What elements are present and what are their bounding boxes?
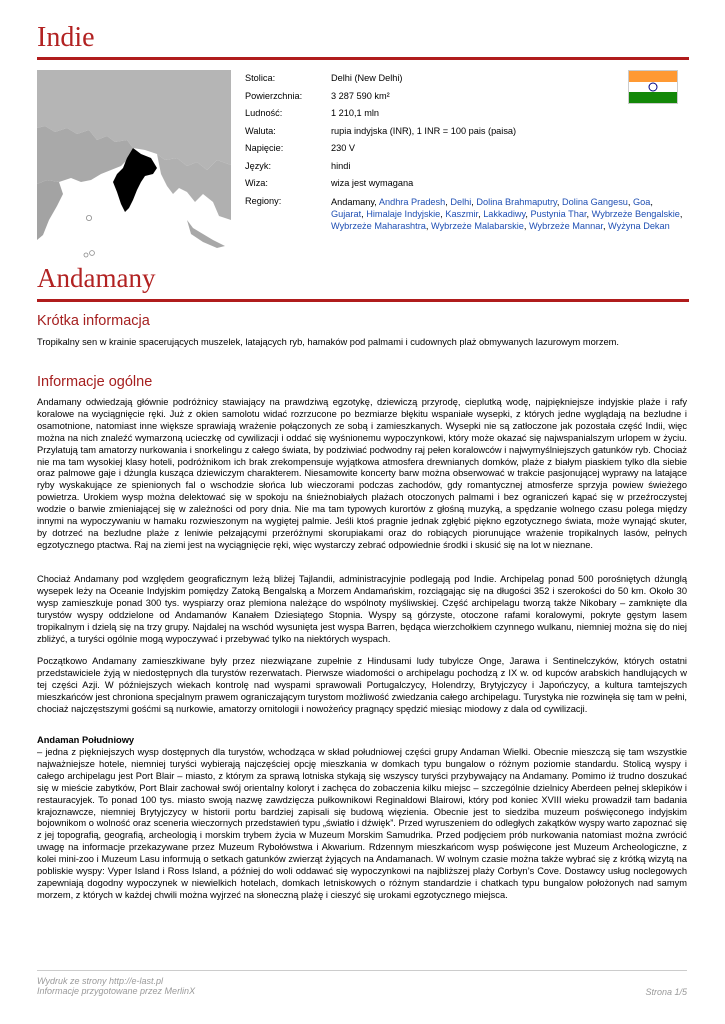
general-paragraph-2: Chociaż Andamany pod względem geograficznym leżą bliżej Tajlandii, administracyjnie podlegają pod Indie. Archipelag ponad 500 porośniętych dżunglą wysepek leży na Oceanie Indyjskim pomiędzy Zatoką Bengalską a Morzem Andamańskim, rozciągając się na długości 352 i szerokości do 50 km. Około 30 wysp zamieszkuje ponad 300 tys. wyspiarzy oraz plemiona należące do wspólnoty myśliwskiej. Część archipelagu tworzą także Nikobary – zamknięte dla turystów wyspy oddzielone od Andamanów Kanałem Dziesiątego Stopnia. Wyspy są górzyste, otoczone rafami koralowymi, pokryte gęstym lasem tropikalnym i dzielą się na trzy grupy. Najdalej na wschód wysunięta jest wyspa Barren, będąca wierzchołkiem czynnego wulkanu, niemniej można się do niej zbliżyć, a turyści ogólnie mogą wypoczywać i przebywać tylko na niektórych wyspach.	[37, 574, 687, 644]
country-title: Indie	[37, 22, 95, 53]
region-link[interactable]: Pustynia Thar	[530, 208, 587, 219]
general-paragraph-1: Andamany odwiedzają głównie podróżnicy stawiający na prawdziwą egzotykę, dziewiczą przyrodę, cieplutką wodę, najpiękniejsze indyjskie plaże i rafy koralowe na wyciągnięcie ręki. Już z okien samolotu widać rozrzucone po bezmiarze błękitu wspaniałe wysepki, z których jedne wyglądają na bezludne i osamotnione, natomiast inne większe sprawiają wrażenie połączonych ze sobą i zamieszkanych. Wysepki nie są zatłoczone jak pozostała część Indii, więc można na nich znaleźć wymarzoną ucieczkę od cywilizacji i oddać się wyśnionemu wypoczynkowi, który może okazać się najwspanialszym urlopem w życiu. Przylatują tam amatorzy nurkowania i snorkelingu z całego świata, by podziwiać podwodny raj pełen koralowców i najwymyślniejszych gatunków ryb. Chociaż nie ma tam wysokiej klasy hoteli, podróżnikom ich brak zrekompensuje wyjątkowa atmosfera drewnianych domków, plaże z białym piaskiem tylko dla siebie oraz palmowe gaje i dżungla kusząca dziewiczym charakterem. Niesamowite koncerty barw można obserwować w trakcie pasjonującej wyprawy na latające ryby wyskakujące ze spienionych fal o wschodzie słońca lub wieczorami podczas zachodów, gdy romantycznej atmosferze sprzyja powiew świeżego powietrza. Urokiem wysp można delektować się w spokoju na śnieżnobiałych plażach otoczonych palmami i bez ograniczeń kąpać się w przeźroczystej wodzie o barwie zmieniającej się w zależności od pory dnia. Nie ma tam typowych kurortów z głośną muzyką, a spędzanie wolnego czasu polega między innymi na wypoczywaniu w hamaku rozwieszonym na wygiętej palmie. Jeśli ktoś pragnie jednak zgłębić piękno egzotycznego świata, może wynająć skuter, by dotrzeć na bezludne plaże z leniwie pełzającymi przeróżnymi skorupiakami oraz do robiących piorunujące wrażenie tropikalnych lasów, pełnych egzotycznego ptactwa. Raj na ziemi jest na wyciągnięcie ręki, więc wystarczy zebrać odpowiednie środki i skusić się na lot w nieznane.	[37, 397, 687, 550]
general-info-heading: Informacje ogólne	[37, 374, 153, 390]
india-flag-icon	[628, 70, 678, 104]
fact-row-area: Powierzchnia: 3 287 590 km²	[245, 90, 390, 101]
destination-divider	[37, 299, 689, 302]
region-link[interactable]: Gujarat	[331, 208, 362, 219]
region-link[interactable]: Wybrzeże Mannar	[528, 220, 603, 231]
location-map	[37, 70, 231, 260]
fact-row-regions: Regiony: Andamany, Andhra Pradesh, Delhi, Dolina Brahmaputry, Dolina Gangesu, Goa, Gujarat, Himalaje Indyjskie, Kaszmir, Lakkadiwy, Pustynia Thar, Wybrzeże Bengalskie, Wybrzeże Maharashtra, Wybrzeże Malabarskie, Wybrzeże Mannar, Wyżyna Dekan	[245, 193, 685, 232]
region-link[interactable]: Kaszmir	[445, 208, 479, 219]
general-paragraph-4: – jedna z piękniejszych wysp dostępnych dla turystów, wchodząca w skład południowej części grupy Andaman Wielki. Obecnie mieszczą się tam wszystkie najważniejsze hotele, niemniej turyści wybierają najczęściej opcję mieszkania w domkach typu bungalow o różnym poziomie standardu. Stolicą wyspy i całego archipelagu jest Port Blair – miasto, z którym za sprawą lotniska stykają się wszyscy turyści przybywający na Andamany. Pomimo iż trudno doszukać się w mieście zabytków, Port Blair zachował swój orientalny koloryt i zachęca do zobaczenia kilku miejsc – szczególnie dzielnicy Aberdeen pełnej sklepików i restauracyjek. To ponad 100 tys. miasto swoją nazwę zawdzięcza pułkownikowi Reginaldowi Blairowi, który pod koniec XVIII wieku prowadził tam badania krajoznawcze, niemniej Brytyjczycy w historii portu bardziej zapisali się budową więzienia. Obecnie jest to siedziba muzeum poświęconego indyjskim bojownikom o wolność oraz sceneria wieczornych przedstawień typu „światło i dźwięk”. Przed wyruszeniem do odległych zakątków wyspy warto zapoznać się z jej topografią, geografią, archeologią i morskim trybem życia w Muzeum Morskim Samudrika. Przed podjęciem prób nurkowania natomiast można zwrócić uwagę na informacje przekazywane przez Muzeum Rybołówstwa i Akwarium. Rdzennym mieszkańcom wysp poświęcone jest Muzeum Archeologiczne, z kolei mini-zoo i Muzeum Lasu informują o setkach gatunków zwierząt żyjących na Andamanach. W wolnym czasie można także wybrać się z krótką wizytą na pobliskie wyspy: Vyper Island i Ross Island, a później do woli oddawać się wypoczynkowi na najbliższej plaży Corbyn’s Cove. Dostawcy usług noclegowych zapewniają dogodny wypoczynek w niewielkich hotelach, domkach letniskowych o różnym standardzie i chatkach typu bungalow położonych nad samym morzem, z których w każdej chwili można wyjrzeć na słoneczną plażę i cieszyć się urokami egzotycznego miejsca.	[37, 747, 687, 900]
fact-row-voltage: Napięcie: 230 V	[245, 143, 356, 153]
footer-prepared-by: Informacje przygotowane przez MerlinX	[37, 986, 196, 996]
subheading-south-andaman: Andaman Południowy	[37, 735, 135, 745]
region-link[interactable]: Dolina Gangesu	[562, 196, 628, 207]
general-paragraph-3: Początkowo Andamany zamieszkiwane były przez niezwiązane zupełnie z Hindusami ludy tubylcze Onge, Jarawa i Sentinelczyków, których ostatni przedstawiciele żyją w niedostępnych dla turystów rezerwatach. Pierwsze wiadomości o archipelagu pochodzą z IX w. od kupców arabskich handlujących w tej części Azji. W późniejszych wiekach kontrolę nad wyspami sprawowali Portugalczycy, Holendrzy, Brytyjczycy i Japończycy, a kultura tamtejszych mieszkańców jest chroniona specjalnym prawem ograniczającym turystom możliwość zwiedzania całego archipelagu. Turystyka nie rozwinęła się tam w pełni, chociaż najczęstszymi gośćmi są nurkowie, amatorzy ornitologii i nowożeńcy pragnący spędzić miesiąc miodowy z dala od cywilizacji.	[37, 656, 687, 714]
footer-divider	[37, 970, 687, 971]
footer-source: Wydruk ze strony http://e-last.pl	[37, 976, 164, 986]
facts-table	[245, 70, 685, 232]
region-link[interactable]: Himalaje Indyjskie	[366, 208, 441, 219]
page-number: Strona 1/5	[645, 987, 687, 997]
region-link[interactable]: Wybrzeże Maharashtra	[331, 220, 426, 231]
short-info-heading: Krótka informacja	[37, 313, 150, 329]
region-link[interactable]: Wybrzeże Bengalskie	[591, 208, 680, 219]
region-link[interactable]: Wybrzeże Malabarskie	[431, 220, 524, 231]
region-link[interactable]: Delhi	[450, 196, 472, 207]
footer	[37, 976, 687, 996]
region-link[interactable]: Wyżyna Dekan	[608, 220, 670, 231]
ashoka-chakra-icon	[648, 82, 658, 92]
region-link[interactable]: Dolina Brahmaputry	[476, 196, 557, 207]
regions-list: Andamany, Andhra Pradesh, Delhi, Dolina Brahmaputry, Dolina Gangesu, Goa, Gujarat, Himalaje Indyjskie, Kaszmir, Lakkadiwy, Pustynia Thar, Wybrzeże Bengalskie, Wybrzeże Maharashtra, Wybrzeże Malabarskie, Wybrzeże Mannar, Wyżyna Dekan	[331, 196, 683, 231]
fact-row-population: Ludność: 1 210,1 mln	[245, 108, 380, 118]
fact-row-language: Język: hindi	[245, 160, 351, 171]
region-link[interactable]: Andhra Pradesh	[378, 196, 446, 207]
region-link[interactable]: Goa	[633, 196, 651, 207]
region-link[interactable]: Lakkadiwy	[483, 208, 526, 219]
short-info-text: Tropikalny sen w krainie spacerujących muszelek, latających ryb, hamaków pod palmami i cudownych plaż obmywanych lazurowym morzem.	[37, 337, 619, 347]
fact-row-visa: Wiza: wiza jest wymagana	[245, 178, 414, 188]
fact-row-currency: Waluta: rupia indyjska (INR), 1 INR = 100 pais (paisa)	[245, 125, 517, 136]
destination-title: Andamany	[37, 263, 156, 293]
fact-row-capital: Stolica: Delhi (New Delhi)	[245, 73, 403, 83]
title-divider	[37, 57, 689, 60]
